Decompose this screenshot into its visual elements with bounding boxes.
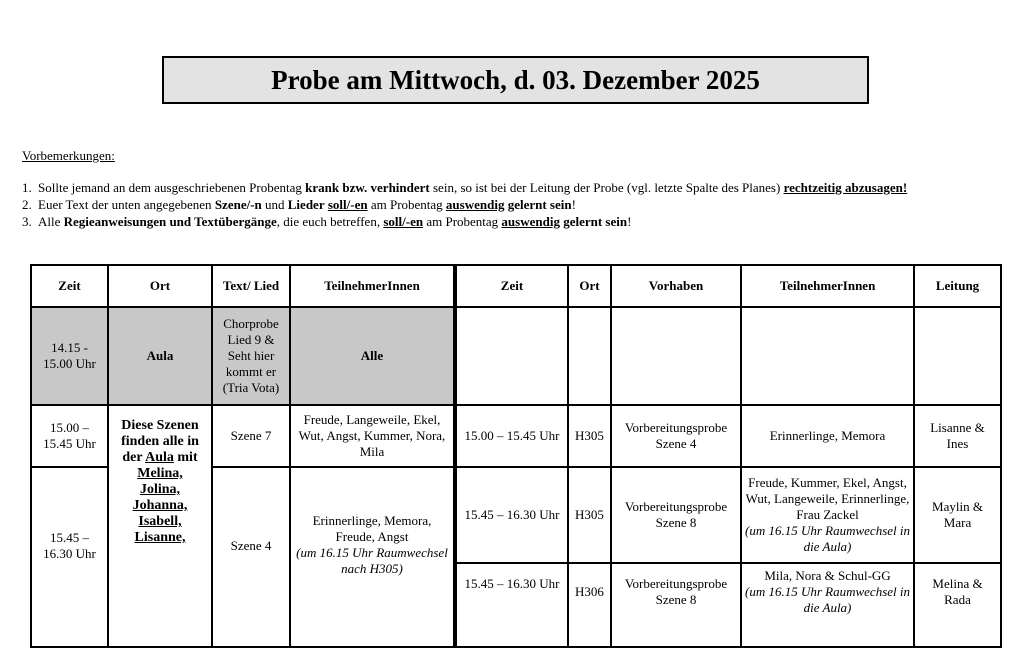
cell-zeit: 15.45 – 16.30 Uhr bbox=[456, 467, 568, 563]
note-bold-underlined: auswendig bbox=[445, 197, 505, 212]
note-bold-underlined: soll/-en bbox=[383, 214, 424, 229]
cell-teilnehmer bbox=[741, 563, 914, 647]
left-schedule-table bbox=[30, 264, 455, 648]
teilnehmer-text: Erinnerlinge, Memora, Freude, Angst bbox=[312, 513, 432, 544]
cell-ort: H305 bbox=[568, 467, 611, 563]
note-bold: gelernt sein bbox=[507, 197, 572, 212]
cell-empty bbox=[456, 307, 568, 405]
cell-leitung: Maylin & Mara bbox=[914, 467, 1001, 563]
column-header-text-lied: Text/ Lied bbox=[212, 265, 290, 307]
note-number: 1. bbox=[22, 180, 32, 195]
note-number: 3. bbox=[22, 214, 32, 229]
table-row-empty bbox=[456, 307, 1001, 405]
ort-merged-aula: Aula bbox=[145, 450, 174, 465]
note-bold: krank bzw. verhindert bbox=[305, 180, 430, 195]
cell-zeit: 15.00 – 15.45 Uhr bbox=[31, 405, 108, 467]
note-item-1 bbox=[22, 179, 1002, 196]
note-text: ! bbox=[571, 197, 576, 212]
note-text: Euer Text der unten angegebenen bbox=[38, 197, 215, 212]
cell-vorhaben: Vorbereitungsprobe Szene 8 bbox=[611, 467, 741, 563]
note-bold: Regieanweisungen und Textübergänge bbox=[63, 214, 277, 229]
note-text: sein, so ist bei der Leitung der Probe (vgl. letzte Spalte des Planes) bbox=[429, 180, 784, 195]
cell-ort-merged bbox=[108, 405, 212, 647]
notes-heading: Vorbemerkungen: bbox=[22, 148, 115, 163]
note-bold: Lieder bbox=[287, 197, 325, 212]
table-row bbox=[456, 405, 1001, 467]
ort-merged-text: Diese Szenen finden alle in der bbox=[121, 418, 199, 465]
note-bold-underlined: soll/-en bbox=[327, 197, 368, 212]
column-header-leitung: Leitung bbox=[914, 265, 1001, 307]
cell-teilnehmer bbox=[290, 467, 454, 647]
table-header-row bbox=[456, 265, 1001, 307]
teilnehmer-note: (um 16.15 Uhr Raumwechsel in die Aula) bbox=[745, 523, 911, 554]
note-text: Sollte jemand an dem ausgeschriebenen Probentag bbox=[38, 180, 306, 195]
note-bold: gelernt sein bbox=[563, 214, 628, 229]
ort-merged-name: Lisanne, bbox=[134, 530, 186, 545]
ort-merged-name: Melina, bbox=[137, 466, 183, 481]
table-header-row bbox=[31, 265, 454, 307]
cell-zeit: 15.45 – 16.30 Uhr bbox=[31, 467, 108, 647]
ort-merged-name: Jolina, bbox=[139, 482, 181, 497]
note-bold: Szene/-n bbox=[214, 197, 262, 212]
table-row bbox=[456, 467, 1001, 563]
cell-empty bbox=[611, 307, 741, 405]
note-text: am Probentag bbox=[423, 214, 502, 229]
table-row bbox=[31, 307, 454, 405]
cell-teilnehmer: Erinnerlinge, Memora bbox=[741, 405, 914, 467]
note-text: , die euch betreffen, bbox=[276, 214, 384, 229]
cell-text-lied: Szene 7 bbox=[212, 405, 290, 467]
cell-empty bbox=[568, 307, 611, 405]
note-item-3 bbox=[22, 213, 1002, 230]
cell-vorhaben: Vorbereitungsprobe Szene 8 bbox=[611, 563, 741, 647]
column-header-ort: Ort bbox=[568, 265, 611, 307]
note-text: Alle bbox=[38, 214, 64, 229]
column-header-teilnehmer: TeilnehmerInnen bbox=[741, 265, 914, 307]
cell-leitung: Melina & Rada bbox=[914, 563, 1001, 647]
note-bold-underlined: rechtzeitig abzusagen! bbox=[783, 180, 908, 195]
note-number: 2. bbox=[22, 197, 32, 212]
teilnehmer-text: Freude, Kummer, Ekel, Angst, Wut, Langeweile, Erinnerlinge, Frau Zackel bbox=[745, 475, 910, 522]
page-title bbox=[162, 56, 869, 104]
table-row bbox=[31, 467, 454, 647]
cell-zeit: 14.15 - 15.00 Uhr bbox=[31, 307, 108, 405]
cell-leitung: Lisanne & Ines bbox=[914, 405, 1001, 467]
right-schedule-table bbox=[455, 264, 1002, 648]
cell-vorhaben: Vorbereitungsprobe Szene 4 bbox=[611, 405, 741, 467]
column-header-zeit: Zeit bbox=[456, 265, 568, 307]
column-header-zeit: Zeit bbox=[31, 265, 108, 307]
preliminary-notes bbox=[22, 147, 1002, 230]
cell-empty bbox=[914, 307, 1001, 405]
teilnehmer-note: (um 16.15 Uhr Raumwechsel nach H305) bbox=[296, 545, 448, 576]
cell-teilnehmer bbox=[741, 467, 914, 563]
column-header-teilnehmer: TeilnehmerInnen bbox=[290, 265, 454, 307]
cell-teilnehmer: Alle bbox=[290, 307, 454, 405]
note-text: am Probentag bbox=[367, 197, 446, 212]
table-row bbox=[456, 563, 1001, 647]
page-title-text: Probe am Mittwoch, d. 03. Dezember 2025 bbox=[271, 64, 760, 95]
cell-zeit: 15.45 – 16.30 Uhr bbox=[456, 563, 568, 647]
teilnehmer-note: (um 16.15 Uhr Raumwechsel in die Aula) bbox=[745, 584, 911, 615]
cell-ort: Aula bbox=[108, 307, 212, 405]
cell-text-lied: Szene 4 bbox=[212, 467, 290, 647]
cell-ort: H306 bbox=[568, 563, 611, 647]
note-item-2 bbox=[22, 196, 1002, 213]
note-text: ! bbox=[627, 214, 632, 229]
teilnehmer-text: Mila, Nora & Schul-GG bbox=[764, 568, 891, 583]
column-header-vorhaben: Vorhaben bbox=[611, 265, 741, 307]
column-header-ort: Ort bbox=[108, 265, 212, 307]
table-row bbox=[31, 405, 454, 467]
ort-merged-name: Johanna, bbox=[132, 498, 188, 513]
cell-teilnehmer: Freude, Langeweile, Ekel, Wut, Angst, Kummer, Nora, Mila bbox=[290, 405, 454, 467]
note-bold-underlined: auswendig bbox=[501, 214, 560, 229]
ort-merged-name: Isabell, bbox=[138, 514, 182, 529]
cell-empty bbox=[741, 307, 914, 405]
cell-ort: H305 bbox=[568, 405, 611, 467]
ort-merged-text: mit bbox=[173, 450, 198, 465]
cell-zeit: 15.00 – 15.45 Uhr bbox=[456, 405, 568, 467]
cell-text-lied: Chorprobe Lied 9 & Seht hier kommt er (Tria Vota) bbox=[212, 307, 290, 405]
note-text: und bbox=[261, 197, 288, 212]
